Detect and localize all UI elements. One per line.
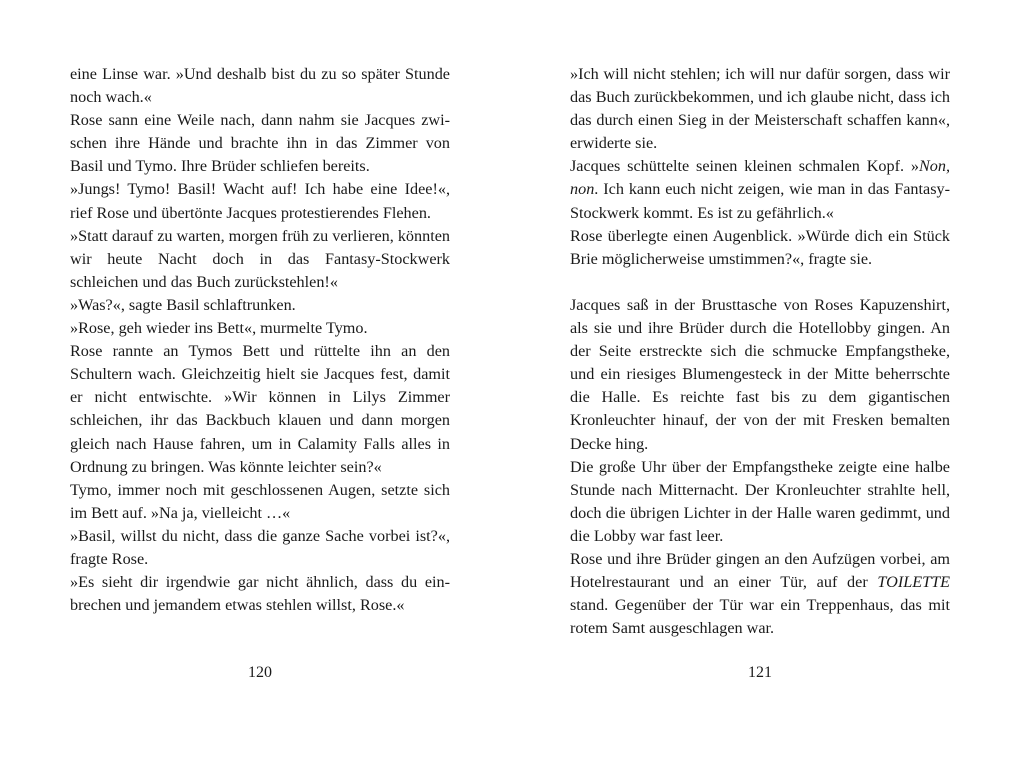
left-page-text xyxy=(70,63,450,617)
paragraph: »Was?«, sagte Basil schlaftrunken. xyxy=(70,295,296,314)
italic-text: Non, non xyxy=(570,157,950,199)
paragraph-text: stand. Gegenüber der Tür war ein Treppenhaus, das mit rotem Samt ausgeschlagen war. xyxy=(570,596,950,638)
paragraph xyxy=(570,548,950,640)
paragraph: Tymo, immer noch mit geschlossenen Augen, setzte sich im Bett auf. »Na ja, vielleicht …« xyxy=(70,480,450,522)
paragraph: Die große Uhr über der Empfangstheke zeigte eine halbe Stunde nach Mitternacht. Der Kronleuchter strahlte hell, doch die übrigen Lichter in der Halle waren gedimmt, und die Lobby war fast leer. xyxy=(570,457,950,545)
italic-text: TOILETTE xyxy=(877,573,950,592)
paragraph-text: Rose und ihre Brüder gingen an den Aufzügen vorbei, am Hotelrestaurant und an einer Tür, auf der xyxy=(570,549,950,592)
paragraph: »Es sieht dir irgendwie gar nicht ähnlich, dass du einbrechen und jemandem etwas stehlen willst, Rose.« xyxy=(70,573,450,615)
paragraph: Rose überlegte einen Augenblick. »Würde dich ein Stück Brie möglicherweise umstimmen?«, fragte sie. xyxy=(570,226,950,268)
page-number-left: 120 xyxy=(248,664,272,681)
paragraph: »Rose, geh wieder ins Bett«, murmelte Tymo. xyxy=(70,319,368,338)
page-number-right: 121 xyxy=(748,664,772,681)
paragraph: »Statt darauf zu warten, morgen früh zu verlieren, könnten wir heute Nacht doch in das Fantasy-Stockwerk schleichen und das Buch zurückstehlen!« xyxy=(70,226,450,291)
right-page xyxy=(570,63,950,640)
paragraph xyxy=(570,155,950,224)
left-page xyxy=(70,63,450,617)
paragraph: Jacques saß in der Brusttasche von Roses Kapuzenshirt, als sie und ihre Brüder durch die Hotellobby gingen. An der Seite erstreckte sich die schmucke Empfangstheke, und ein riesiges Blumengesteck in der Mitte beherrschte die Halle. Es reichte fast bis zu dem gigantischen Kronleuchter hinauf, der von der mit Fresken bemalten Decke hing. xyxy=(570,295,950,453)
paragraph: »Basil, willst du nicht, dass die ganze Sache vorbei ist?«, fragte Rose. xyxy=(70,526,450,568)
paragraph-text: Jacques schüttelte seinen kleinen schmalen Kopf. » xyxy=(570,157,919,176)
paragraph: Rose rannte an Tymos Bett und rüttelte ihn an den Schultern wach. Gleichzeitig hielt sie Jacques fest, damit er nicht entwischte. »Wir können in Lilys Zimmer schleichen, ihr das Backbuch klauen und dann morgen gleich nach Hause fahren, um in Calamity Falls alles in Ordnung zu bringen. Was könnte leichter sein?« xyxy=(70,342,450,476)
right-page-text xyxy=(570,63,950,640)
paragraph: »Ich will nicht stehlen; ich will nur dafür sorgen, dass wir das Buch zurückbekommen, und ich glaube nicht, dass ich das durch einen Sieg in der Meisterschaft schaffen kann«, erwiderte sie. xyxy=(570,65,950,153)
paragraph: eine Linse war. »Und deshalb bist du zu so später Stunde noch wach.« xyxy=(70,65,450,107)
section-break xyxy=(570,271,950,294)
paragraph-text: . Ich kann euch nicht zeigen, wie man in das Fantasy-Stockwerk kommt. Es ist zu gefährlich.« xyxy=(570,180,950,222)
paragraph: »Jungs! Tymo! Basil! Wacht auf! Ich habe eine Idee!«, rief Rose und übertönte Jacques protestierendes Flehen. xyxy=(70,180,450,222)
paragraph: Rose sann eine Weile nach, dann nahm sie Jacques zwischen ihre Hände und brachte ihn in das Zimmer von Basil und Tymo. Ihre Brüder schliefen bereits. xyxy=(70,111,450,176)
